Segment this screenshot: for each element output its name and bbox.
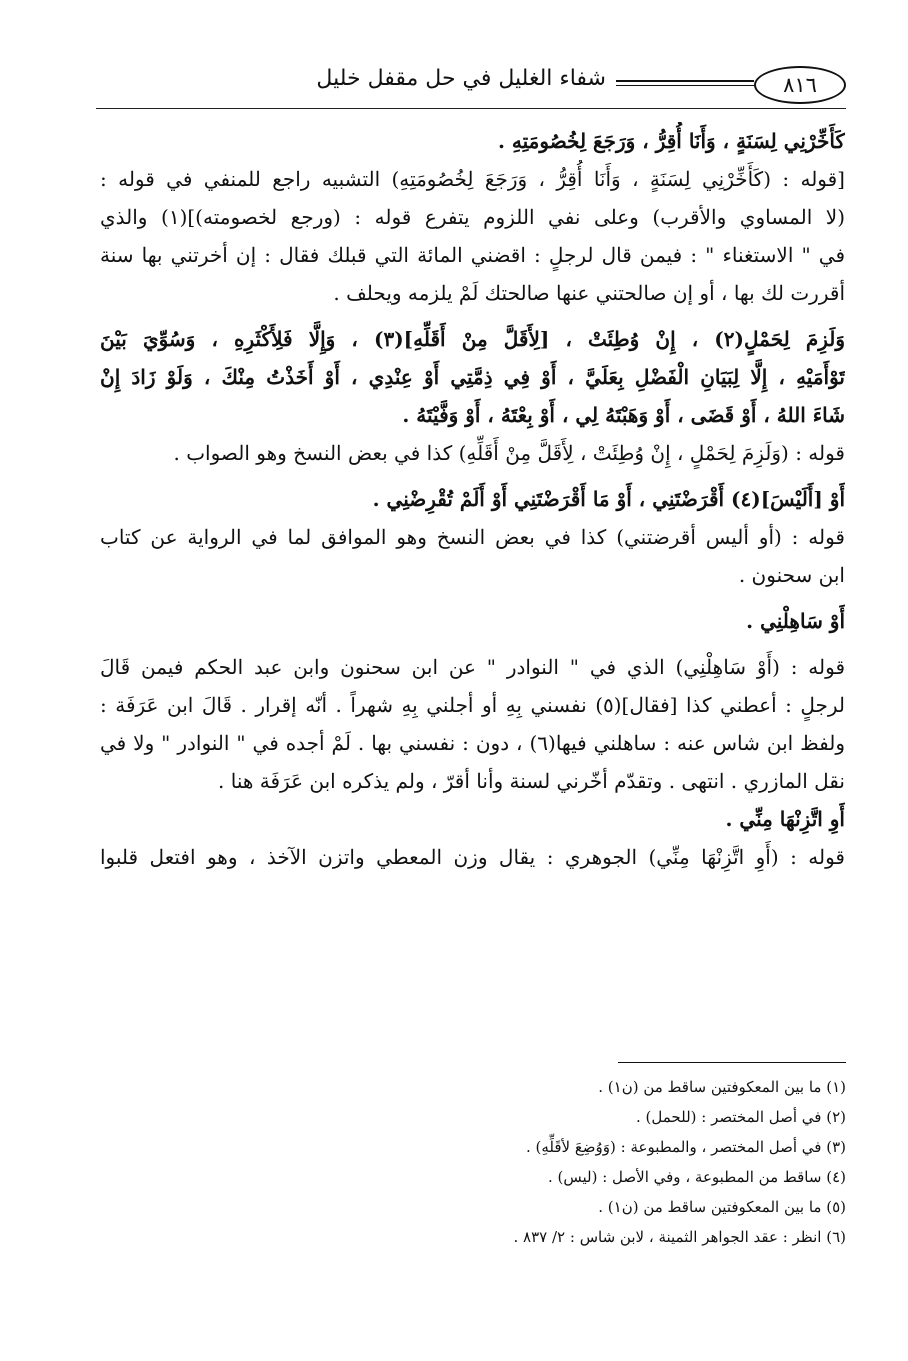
footnote: (٤) ساقط من المطبوعة ، وفي الأصل : (ليس) . — [548, 1168, 846, 1186]
footnote: (٣) في أصل المختصر ، والمطبوعة : (وَوُضِعَ لأقَلِّهِ) . — [525, 1138, 846, 1156]
page-number-badge — [754, 66, 846, 104]
footnotes — [146, 1072, 846, 1252]
paragraph-gap — [100, 312, 845, 320]
commentary-line: قوله : (أَوْ سَاهِلْنِي) الذي في " النوادر " عن ابن سحنون وابن عبد الحكم فيمن قَالَ — [100, 655, 845, 679]
footnote: (٦) انظر : عقد الجواهر الثمينة ، لابن شاس : ٢/ ٨٣٧ . — [513, 1228, 846, 1246]
matn-line: أَوْ [أَلَيْسَ](٤) أَقْرَضْتَنِي ، أَوْ مَا أَقْرَضْتَنِي أَوْ أَلَمْ تُقْرِضْنِي . — [372, 487, 845, 511]
footnote: (٢) في أصل المختصر : (للحمل) . — [636, 1108, 846, 1126]
body-text — [100, 122, 845, 876]
commentary-line: [قوله : (كَأَخِّرْنِي لِسَنَةٍ ، وَأَنَا أُقِرُّ ، وَرَجَعَ لِخُصُومَتِهِ) التشبيه راجع للمنفي في قوله : — [100, 167, 845, 191]
matn-line: كَأَخِّرْنِي لِسَنَةٍ ، وَأَنَا أُقِرُّ ، وَرَجَعَ لِخُصُومَتِهِ . — [497, 129, 845, 153]
page-number: ٨١٦ — [783, 73, 817, 97]
footnote: (١) ما بين المعكوفتين ساقط من (ن١) . — [598, 1078, 846, 1096]
matn-line: شَاءَ اللهُ ، أَوْ قَضَى ، أَوْ وَهَبْتَهُ لِي ، أَوْ بِعْتَهُ ، أَوْ وَفَّيْتَهُ . — [402, 403, 845, 427]
paragraph-gap — [100, 594, 845, 602]
commentary-line: قوله : (وَلَزِمَ لِحَمْلٍ ، إِنْ وُطِئَتْ ، لِأَقَلَّ مِنْ أَقَلِّهِ) كذا في بعض النسخ وهو الصواب . — [173, 441, 845, 465]
matn-line: وَلَزِمَ لِحَمْلٍ(٢) ، إِنْ وُطِئَتْ ، [لِأَقَلَّ مِنْ أَقَلِّهِ](٣) ، وَإِلَّا فَلِأَكْثَرِهِ ، وَسُوِّيَ بَيْنَ — [100, 327, 845, 351]
footnote-divider — [618, 1062, 846, 1063]
commentary-line: ولفظ ابن شاس عنه : ساهلني فيها(٦) ، دون : نفسني بها . لَمْ أجده في " النوادر " ولا في — [100, 731, 845, 755]
running-header — [96, 62, 846, 110]
commentary-line: (لا المساوي والأقرب) وعلى نفي اللزوم يتفرع قوله : (ورجع لخصومته)](١) والذي — [100, 205, 845, 229]
header-divider — [96, 108, 846, 109]
paragraph-gap — [100, 472, 845, 480]
footnote: (٥) ما بين المعكوفتين ساقط من (ن١) . — [598, 1198, 846, 1216]
matn-line: أَوْ سَاهِلْنِي . — [746, 609, 845, 633]
commentary-line: ابن سحنون . — [738, 563, 845, 587]
header-ornament-rule — [616, 80, 754, 86]
commentary-line: نقل المازري . انتهى . وتقدّم أخّرني لسنة وأنا أقرّ ، ولم يذكره ابن عَرَفَة هنا . — [218, 769, 845, 793]
matn-line: أَوِ اتَّزِنْهَا مِنِّي . — [725, 807, 845, 831]
commentary-line: قوله : (أَوِ اتَّزِنْهَا مِنِّي) الجوهري : يقال وزن المعطي واتزن الآخذ ، وهو افتعل قلبوا — [100, 845, 845, 869]
commentary-line: لرجلٍ : أعطني كذا [فقال](٥) نفسني بِهِ أو أجلني بِهِ شهراً . أنّه إقرار . قَالَ ابن عَرَفَة : — [100, 693, 845, 717]
paragraph-gap — [100, 640, 845, 648]
matn-line: تَوْأَمَيْهِ ، إِلَّا لِبَيَانِ الْفَضْلِ بِعَلَيَّ ، أَوْ فِي ذِمَّتِي أَوْ عِنْدِي ، أَوْ أَخَذْتُ مِنْكَ ، وَلَوْ زَادَ إِنْ — [100, 365, 845, 389]
commentary-line: في " الاستغناء " : فيمن قال لرجلٍ : اقضني المائة التي قبلك فقال : إن أخرتني بها سنة — [100, 243, 845, 267]
commentary-line: أقررت لك بها ، أو إن صالحتني عنها صالحتك لَمْ يلزمه ويحلف . — [333, 281, 845, 305]
book-title: شفاء الغليل في حل مقفل خليل — [316, 66, 606, 91]
commentary-line: قوله : (أو أليس أقرضتني) كذا في بعض النسخ وهو الموافق لما في الرواية عن كتاب — [100, 525, 845, 549]
